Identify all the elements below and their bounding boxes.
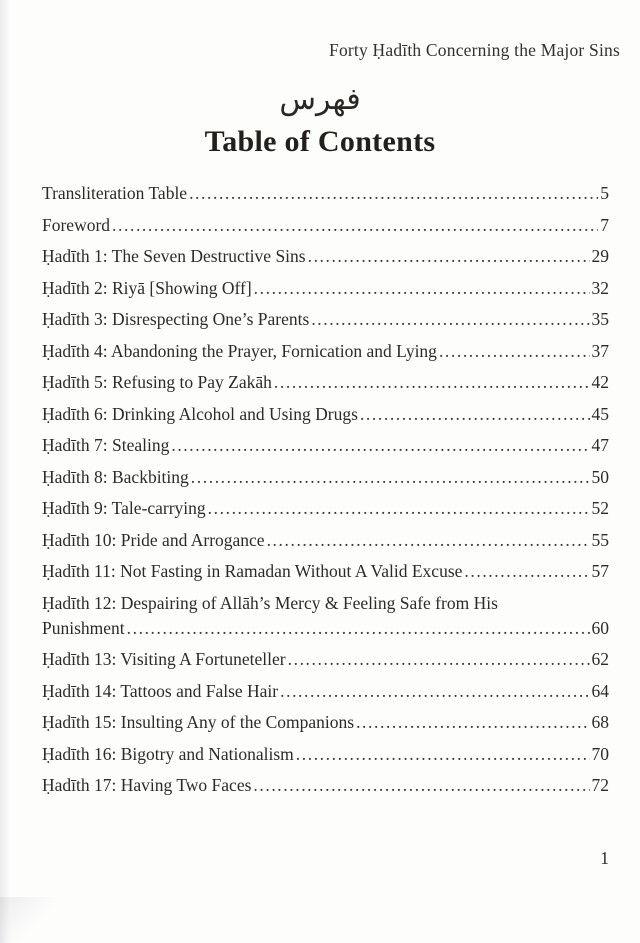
toc-dot-leader <box>191 467 590 487</box>
toc-entry-label: Ḥadīth 3: Disrespecting One’s Parents <box>42 309 310 329</box>
toc-dot-leader <box>189 183 598 203</box>
toc-dot-leader <box>356 712 589 732</box>
toc-page-number: 37 <box>591 340 609 361</box>
toc-page-number: 5 <box>600 183 609 203</box>
toc-page-number: 50 <box>591 466 609 487</box>
toc-dot-leader <box>360 404 590 424</box>
toc-page-number: 70 <box>591 743 609 764</box>
toc-entry <box>42 246 609 266</box>
toc-entry-label: Ḥadīth 8: Backbiting <box>42 466 189 487</box>
toc-page-number: 29 <box>591 246 609 266</box>
toc-entry-label: Ḥadīth 7: Stealing <box>42 435 170 455</box>
toc-entry-label: Ḥadīth 15: Insulting Any of the Companions <box>42 712 355 732</box>
toc-entry-label: Ḥadīth 17: Having Two Faces <box>42 775 252 795</box>
toc-page-number: 60 <box>591 617 609 638</box>
toc-entry-label: Foreword <box>42 214 111 235</box>
page-title: Table of Contents <box>204 125 436 158</box>
toc-page-number: 32 <box>591 277 609 298</box>
toc-entry-label: Ḥadīth 10: Pride and Arrogance <box>42 529 265 550</box>
toc-dot-leader <box>288 649 590 669</box>
toc-page-number: 45 <box>591 403 609 424</box>
toc-page-number: 72 <box>591 775 609 795</box>
toc-entry <box>42 372 609 392</box>
toc-entry-label: Ḥadīth 6: Drinking Alcohol and Using Drugs <box>42 403 358 424</box>
toc-dot-leader <box>253 775 589 795</box>
toc-entry-label: Ḥadīth 4: Abandoning the Prayer, Fornication and Lying <box>42 340 437 361</box>
toc-page-number: 52 <box>591 498 609 518</box>
toc-page-number: 47 <box>591 435 609 455</box>
toc-entry-label-line2: Punishment <box>42 617 125 638</box>
toc-entry-continuation <box>42 618 609 638</box>
toc-entry-label: Ḥadīth 12: Despairing of Allāh’s Mercy & Feeling Safe from His <box>42 592 498 613</box>
toc-dot-leader <box>296 744 590 764</box>
toc-dot-leader <box>267 530 590 550</box>
toc-entry <box>42 593 609 638</box>
toc-dot-leader <box>464 561 589 581</box>
toc-entry <box>42 278 609 298</box>
toc-entry-label: Ḥadīth 11: Not Fasting in Ramadan Without A Valid Excuse <box>42 561 463 581</box>
toc-page-number: 55 <box>591 529 609 550</box>
toc-entry-label: Ḥadīth 13: Visiting A Fortuneteller <box>42 649 286 669</box>
toc-entry-label: Ḥadīth 1: The Seven Destructive Sins <box>42 246 306 266</box>
toc-entry <box>42 744 609 764</box>
toc-dot-leader <box>308 246 590 266</box>
toc-entry <box>42 215 609 235</box>
toc-entry <box>42 681 609 701</box>
toc-entry-label: Ḥadīth 5: Refusing to Pay Zakāh <box>42 372 272 392</box>
toc-dot-leader <box>280 681 589 701</box>
toc-page-number: 57 <box>591 561 609 581</box>
toc-dot-leader <box>311 309 589 329</box>
toc-dot-leader <box>254 278 590 298</box>
toc-dot-leader <box>274 372 590 392</box>
toc-entry <box>42 530 609 550</box>
toc-entry <box>42 712 609 732</box>
toc-list <box>42 183 609 795</box>
toc-entry <box>42 341 609 361</box>
toc-dot-leader <box>171 435 589 455</box>
toc-entry <box>42 467 609 487</box>
toc-dot-leader <box>208 498 590 518</box>
folio-page-number: 1 <box>600 848 609 868</box>
arabic-fihris-calligraphy: فهرس <box>279 82 361 117</box>
toc-page-number: 62 <box>591 649 609 669</box>
toc-page-number: 7 <box>600 214 609 235</box>
toc-entry <box>42 309 609 329</box>
toc-dot-leader <box>112 215 598 235</box>
toc-entry <box>42 561 609 581</box>
toc-entry-label: Ḥadīth 9: Tale-carrying <box>42 498 206 518</box>
toc-page-number: 35 <box>591 309 609 329</box>
toc-dot-leader <box>439 341 590 361</box>
toc-entry <box>42 649 609 669</box>
toc-page-number: 42 <box>591 372 609 392</box>
toc-entry <box>42 183 609 203</box>
toc-entry-label: Ḥadīth 2: Riyā [Showing Off] <box>42 277 252 298</box>
toc-entry <box>42 775 609 795</box>
toc-entry-label: Ḥadīth 16: Bigotry and Nationalism <box>42 743 294 764</box>
running-header: Forty Ḥadīth Concerning the Major Sins <box>329 40 620 60</box>
toc-page-number: 68 <box>591 712 609 732</box>
toc-entry-label: Ḥadīth 14: Tattoos and False Hair <box>42 680 279 701</box>
toc-entry <box>42 435 609 455</box>
toc-entry <box>42 498 609 518</box>
toc-dot-leader <box>127 618 590 638</box>
toc-entry-label: Transliteration Table <box>42 183 188 203</box>
toc-entry <box>42 404 609 424</box>
toc-page-number: 64 <box>591 680 609 701</box>
